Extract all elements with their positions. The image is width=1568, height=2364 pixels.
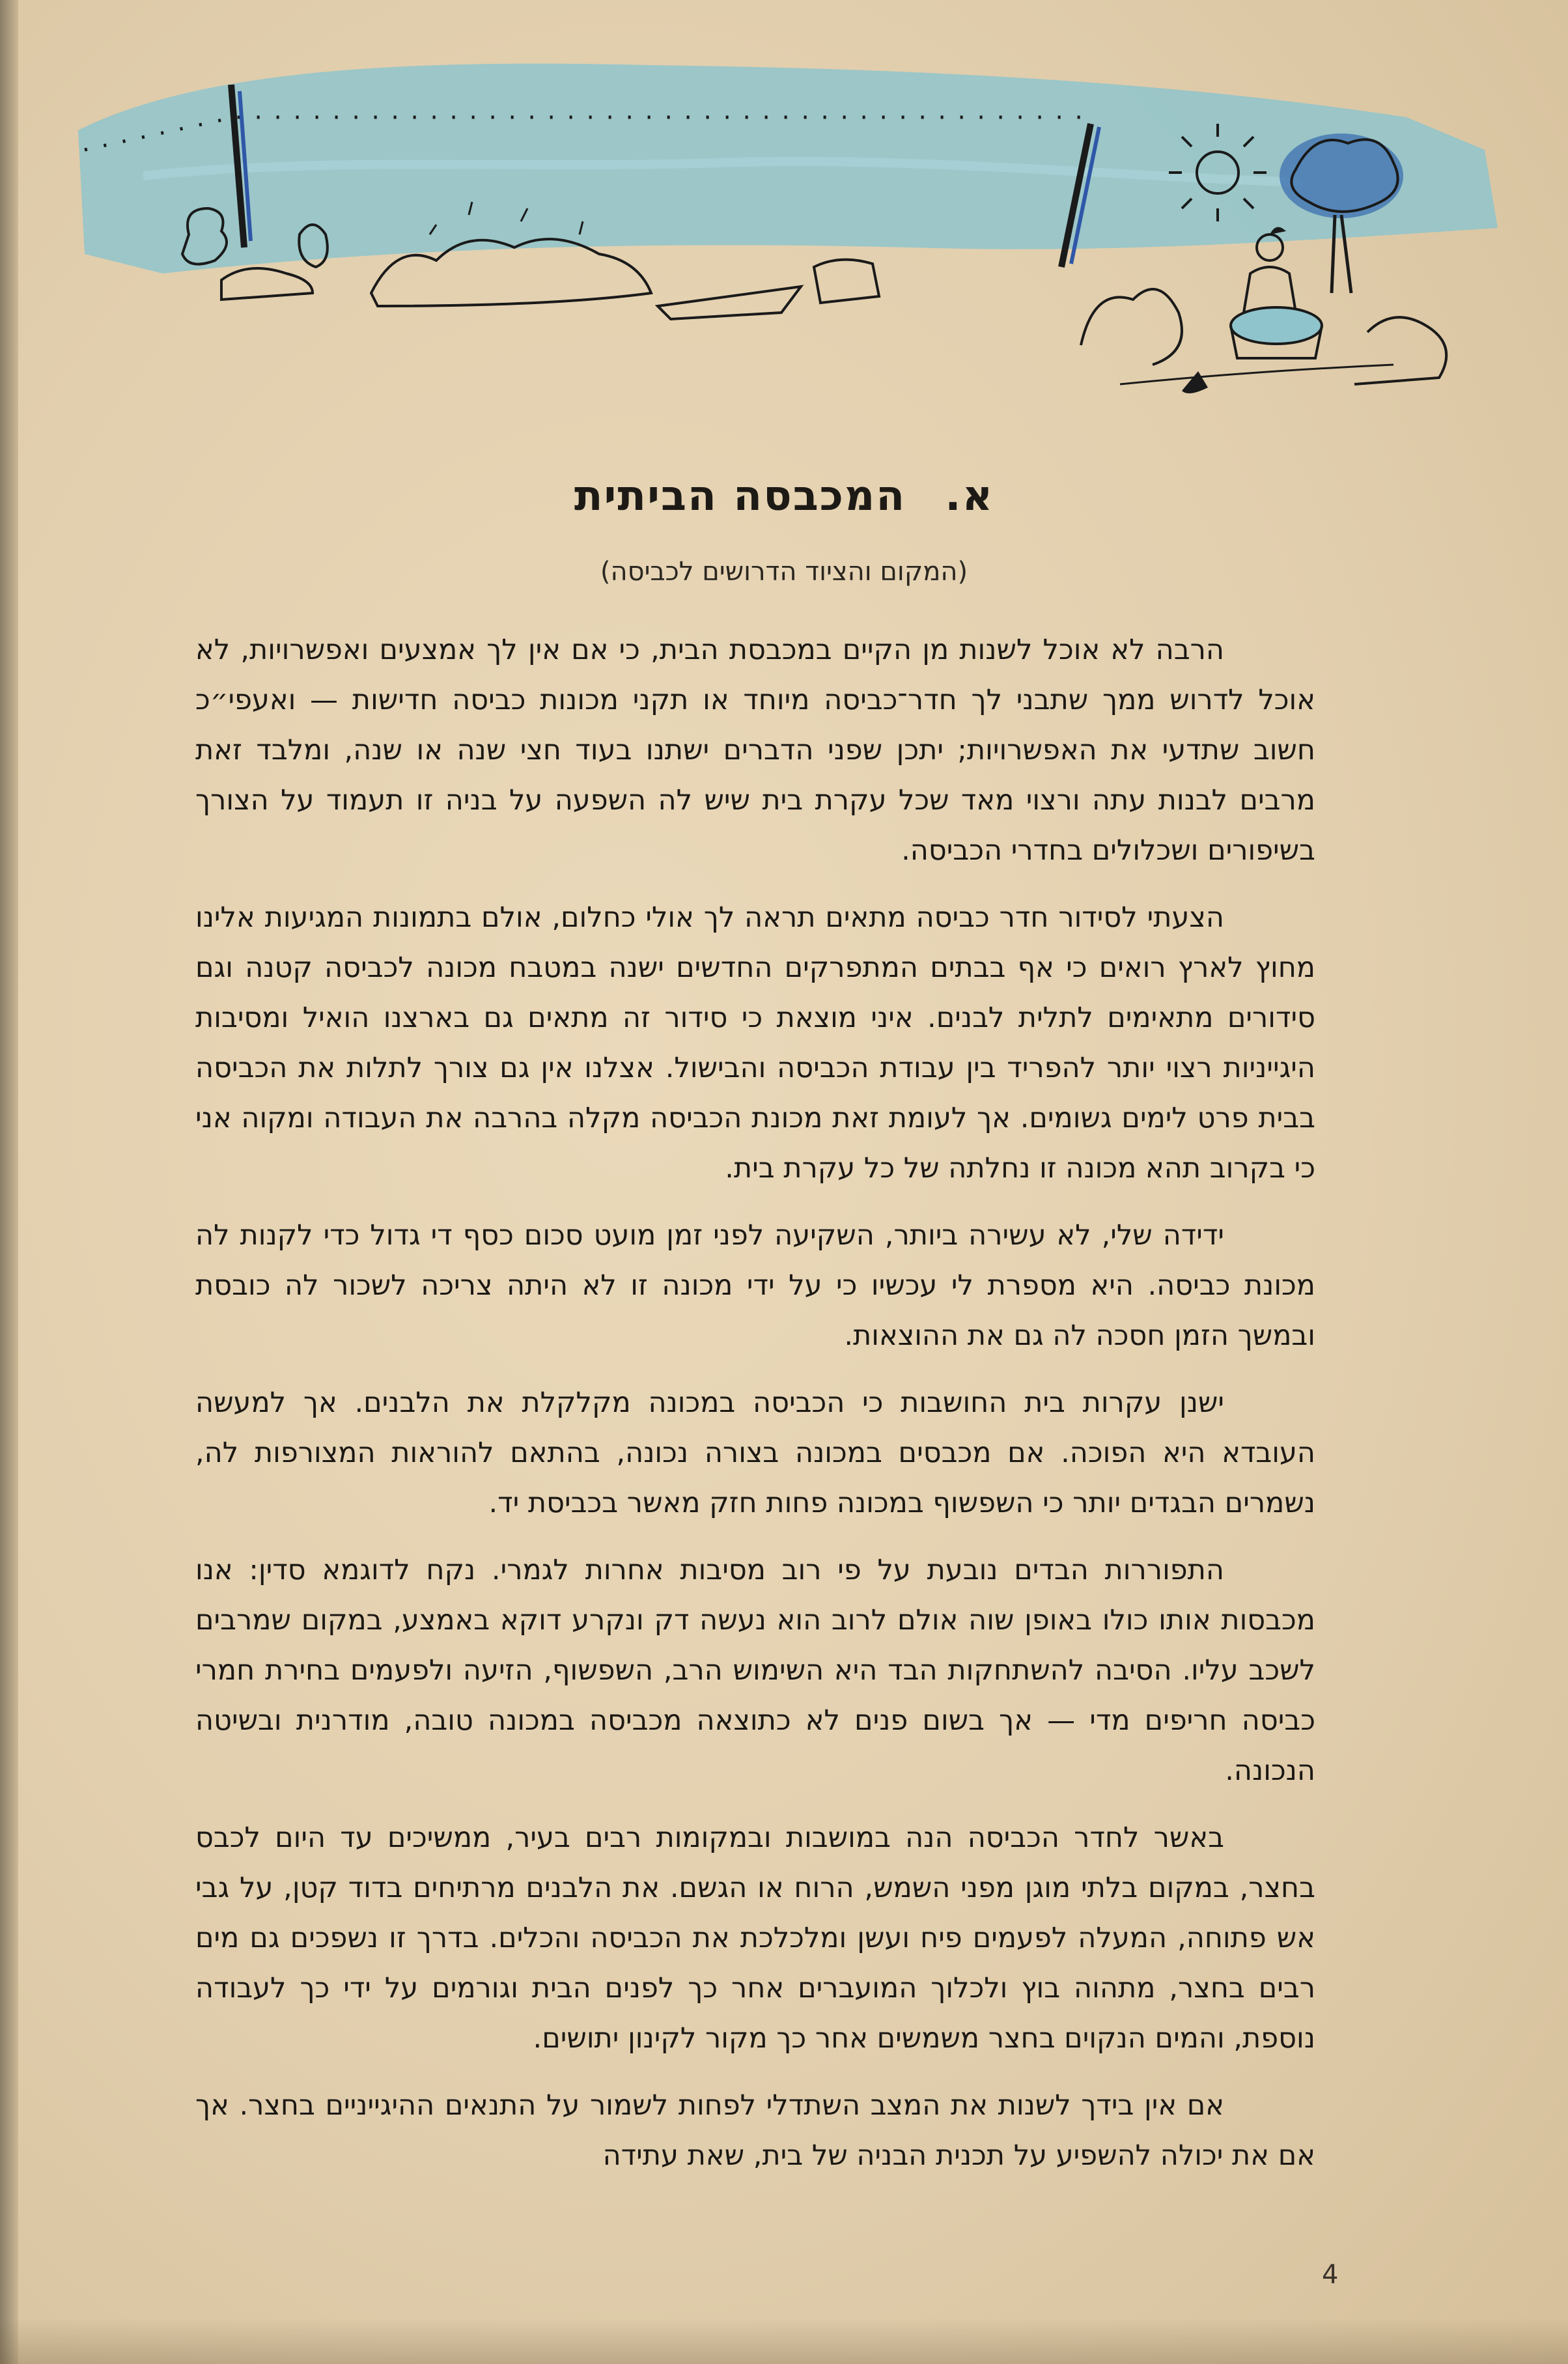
paragraph: הרבה לא אוכל לשנות מן הקיים במכבסת הבית, כי אם אין לך אמצעים ואפשרויות, לא אוכל לדרוש ממך שתבני לך חדר־כביסה מיוחד או תקני מכונות כביסה חדישות — ואעפי״כ חשוב שתדעי את האפשרויות; יתכן שפני הדברים ישתנו בעוד חצי שנה או שנה, ומלבד זאת מרבים לבנות עתה ורצוי מאד שכל עקרת בית שיש לה השפעה על בניה זו תעמוד על הצורך בשיפורים ושכלולים בחדרי הכביסה. (195, 634, 1315, 867)
page-number: 4 (1322, 2260, 1339, 2290)
chapter-number: א. (945, 472, 994, 520)
paragraph: ידידה שלי, לא עשירה ביותר, השקיעה לפני זמן מועט סכום כסף די גדול כדי לקנות לה מכונת כביסה. היא מספרת לי עכשיו כי על ידי מכונה זו לא היתה צריכה לשכור לה כובסת ובמשך הזמן חסכה לה גם את ההוצאות. (195, 1219, 1315, 1352)
paragraph: באשר לחדר הכביסה הנה במושבות ובמקומות רבים בעיר, ממשיכים עד היום לכבס בחצר, במקום בלתי מוגן מפני השמש, הרוח או הגשם. את הלבנים מרתיחים בדוד קטן, על גבי אש פתוחה, המעלה לפעמים פיח ועשן ומלכלכת את הכביסה והכלים. בדרך זו נשפכים גם מים רבים בחצר, מתהוה בוץ ולכלוך המועברים אחר כך לפנים הבית וגורמים על ידי כך לעבודה נוספת, והמים הנקוים בחצר משמשים אחר כך מקור לקינון יתושים. (195, 1822, 1315, 2055)
paragraph: ישנן עקרות בית החושבות כי הכביסה במכונה מקלקלת את הלבנים. אך למעשה העובדא היא הפוכה. אם מכבסים במכונה בצורה נכונה, בהתאם להוראות המצורפות לה, נשמרים הבגדים יותר כי השפשוף במכונה פחות חזק מאשר בכביסת יד. (195, 1386, 1315, 1519)
paragraph: התפוררות הבדים נובעת על פי רוב מסיבות אחרות לגמרי. נקח לדוגמא סדין: אנו מכבסות אותו כולו באופן שוה אולם לרוב הוא נעשה דק ונקרע דוקא באמצע, במקום שמרבים לשכב עליו. הסיבה להשתחקות הבד היא השימוש הרב, השפשוף, הזיעה ולפעמים בחירת חמרי כביסה חריפים מדי — אך בשום פנים לא כתוצאה מכביסה במכונה טובה, מודרנית ובשיטה הנכונה. (195, 1554, 1315, 1787)
paragraph: אם אין בידך לשנות את המצב השתדלי לפחות לשמור על התנאים ההיגייניים בחצר. אך אם את יכולה להשפיע על תכנית הבניה של בית, שאת עתידה (195, 2089, 1315, 2172)
body-text (195, 625, 1315, 2198)
chapter-subheading: (המקום והציוד הדרושים לכביסה) (600, 557, 968, 587)
page-bottom-shadow (0, 2318, 1568, 2364)
chapter-heading (0, 472, 1568, 544)
paragraph: הצעתי לסידור חדר כביסה מתאים תראה לך אולי כחלום, אולם בתמונות המגיעות אלינו מחוץ לארץ רואים כי אף בבתים המתפרקים החדשים ישנה במטבח מכונה לכביסה קטנה וגם סידורים מתאימים לתלית לבנים. איני מוצאת כי סידור זה מתאים גם בארצנו הואיל ומסיבות היגייניות רצוי יותר להפריד בין עבודת הכביסה והבישול. אצלנו אין גם צורך לתלות את הכביסה בבית פרט לימים גשומים. אך לעומת זאת מכונת הכביסה מקלה בהרבה את העבודה ומקוה אני כי בקרוב תהא מכונה זו נחלתה של כל עקרת בית. (195, 901, 1315, 1185)
header-illustration (65, 20, 1524, 423)
page-binding-edge (0, 0, 18, 2364)
chapter-title: המכבסה הביתית (574, 472, 906, 520)
